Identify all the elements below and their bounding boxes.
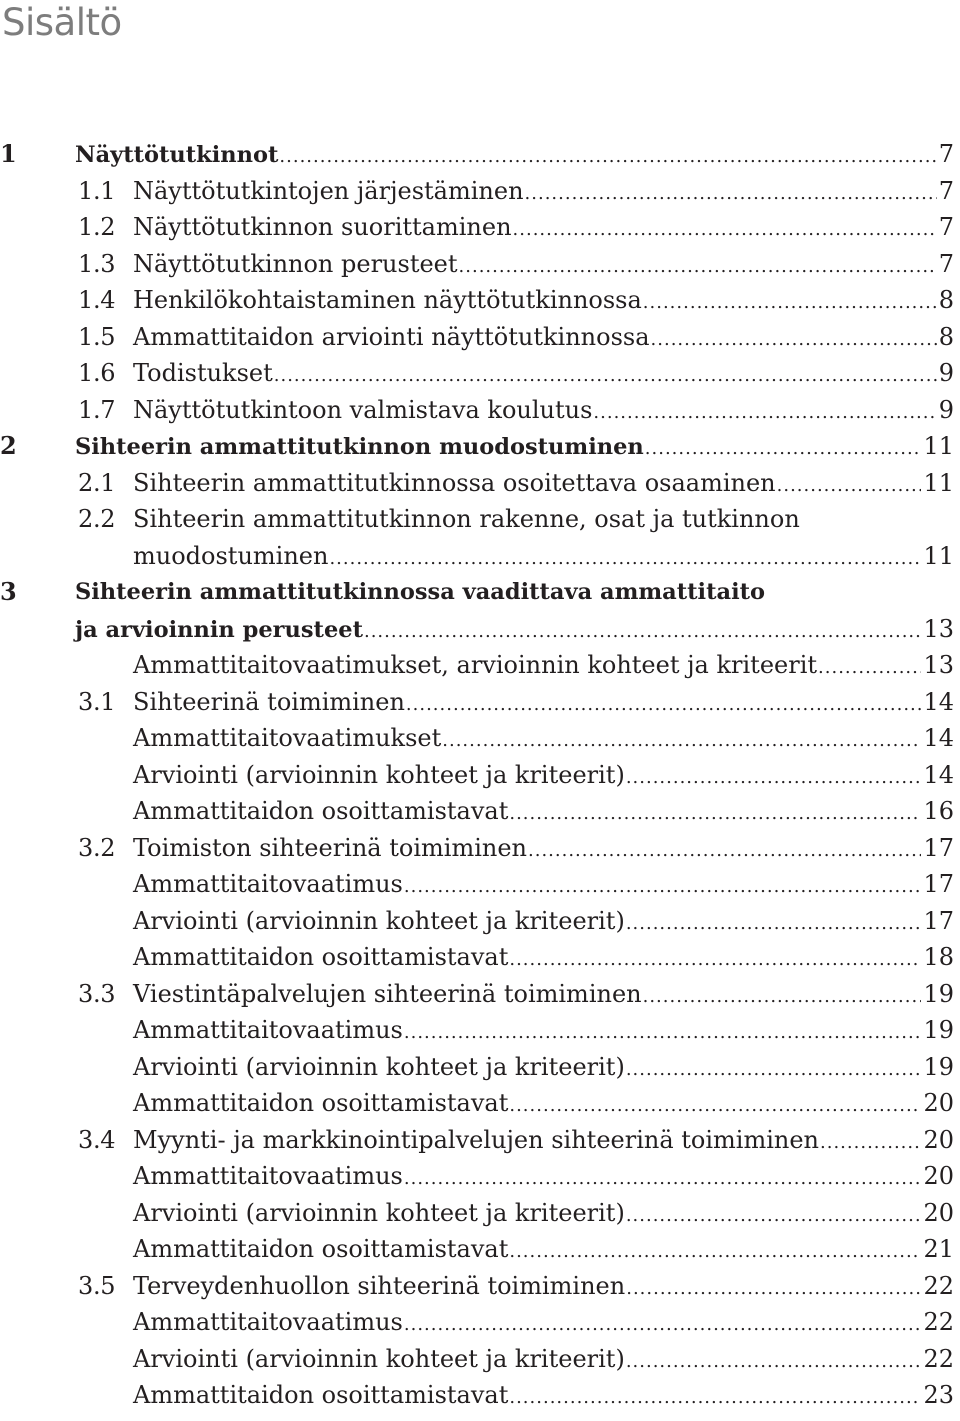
- toc-entry-line: [133, 830, 954, 870]
- table-of-contents: [0, 136, 960, 1414]
- toc-entry-page: 22: [923, 1308, 954, 1336]
- toc-entry[interactable]: [0, 1158, 960, 1195]
- toc-entry-number: 1.3: [78, 249, 116, 278]
- toc-entry-title: Arviointi (arvioinnin kohteet ja kriteerit): [133, 1052, 625, 1081]
- toc-dot-leader: [509, 1380, 921, 1417]
- toc-entry-title: Arviointi (arvioinnin kohteet ja kriteerit): [133, 1344, 625, 1373]
- toc-entry-title: Ammattitaitovaatimus: [133, 1162, 403, 1190]
- toc-entry-page: 20: [923, 1125, 954, 1154]
- toc-entry[interactable]: [0, 173, 960, 210]
- toc-entry-line: [133, 355, 954, 395]
- toc-entry-line: [75, 611, 954, 651]
- toc-entry-line: [133, 1012, 954, 1052]
- toc-entry-page: 20: [923, 1089, 954, 1117]
- toc-entry-page: 20: [923, 1198, 954, 1227]
- toc-entry-title: Ammattitaidon osoittamistavat: [133, 1381, 509, 1409]
- toc-entry[interactable]: [0, 684, 960, 721]
- toc-entry[interactable]: [0, 1341, 960, 1378]
- toc-entry-number: 1.2: [78, 213, 116, 241]
- toc-entry-line: [133, 976, 954, 1016]
- toc-entry-page: 11: [923, 541, 954, 570]
- toc-entry-page: 21: [923, 1235, 954, 1263]
- toc-entry-page: 23: [923, 1381, 954, 1409]
- toc-entry-number: 3.3: [78, 979, 116, 1008]
- toc-entry-line: [133, 647, 954, 687]
- toc-entry-number: 1.6: [78, 359, 116, 387]
- toc-entry-line: [133, 392, 954, 432]
- toc-entry-line: [133, 1122, 954, 1162]
- toc-entry-page: 17: [923, 906, 954, 935]
- toc-entry-line: [133, 282, 954, 322]
- toc-entry-title: muodostuminen: [133, 541, 329, 570]
- toc-dot-leader: [528, 833, 921, 870]
- toc-dot-leader: [626, 760, 922, 797]
- toc-entry-title: Toimiston sihteerinä toimiminen: [133, 833, 527, 862]
- toc-entry-number: 1.4: [78, 286, 116, 314]
- toc-dot-leader: [626, 906, 922, 943]
- toc-dot-leader: [279, 139, 936, 176]
- toc-dot-leader: [525, 176, 937, 213]
- toc-entry-number: 3.1: [78, 687, 116, 716]
- toc-dot-leader: [404, 869, 922, 906]
- toc-entry-title: Ammattitaitovaatimus: [133, 870, 403, 898]
- toc-entry-title: Näyttötutkinnon suorittaminen: [133, 213, 512, 241]
- toc-dot-leader: [626, 1198, 922, 1235]
- toc-entry[interactable]: [0, 465, 960, 502]
- toc-dot-leader: [777, 468, 922, 505]
- toc-entry-line: [133, 319, 954, 359]
- toc-entry[interactable]: [0, 501, 960, 538]
- toc-entry-title: Ammattitaidon osoittamistavat: [133, 943, 509, 971]
- toc-entry-page: 14: [923, 760, 954, 789]
- toc-dot-leader: [513, 212, 937, 249]
- toc-dot-leader: [818, 650, 921, 687]
- toc-entry-page: 7: [938, 249, 954, 278]
- toc-dot-leader: [364, 614, 921, 651]
- toc-entry-number: 3.2: [78, 833, 116, 862]
- toc-entry-number: 2: [0, 431, 17, 460]
- toc-dot-leader: [404, 1015, 922, 1052]
- toc-entry-title: Todistukset: [133, 359, 273, 387]
- toc-entry[interactable]: [0, 1231, 960, 1268]
- toc-entry[interactable]: [0, 319, 960, 356]
- toc-entry-line: [133, 1304, 954, 1344]
- toc-entry-number: 3.4: [78, 1125, 116, 1154]
- toc-dot-leader: [626, 1052, 922, 1089]
- toc-dot-leader: [820, 1125, 921, 1162]
- toc-dot-leader: [651, 322, 937, 359]
- toc-entry-line: [133, 246, 954, 286]
- toc-entry-page: 19: [923, 979, 954, 1008]
- toc-entry-number: 1: [0, 139, 17, 168]
- toc-entry-line: [133, 1341, 954, 1381]
- toc-entry-title: Arviointi (arvioinnin kohteet ja kriteerit): [133, 1198, 625, 1227]
- toc-entry-line: [133, 1377, 954, 1417]
- toc-dot-leader: [643, 285, 937, 322]
- toc-dot-leader: [645, 431, 922, 468]
- toc-entry-title: Ammattitaitovaatimus: [133, 1016, 403, 1044]
- toc-dot-leader: [404, 1161, 922, 1198]
- toc-entry-line: [133, 1195, 954, 1235]
- toc-entry[interactable]: [0, 757, 960, 794]
- toc-entry-number: 3: [0, 577, 17, 606]
- toc-entry-page: 7: [938, 176, 954, 205]
- toc-entry-title: Näyttötutkintoon valmistava koulutus: [133, 395, 593, 424]
- toc-entry-page: 11: [923, 432, 954, 460]
- toc-entry[interactable]: [0, 720, 960, 757]
- toc-entry[interactable]: [0, 1377, 960, 1414]
- toc-entry-number: 1.5: [78, 322, 116, 351]
- toc-entry-page: 13: [923, 614, 954, 643]
- toc-entry-title: Näyttötutkinnot: [75, 142, 279, 168]
- toc-entry-line: [75, 428, 954, 468]
- toc-entry-page: 14: [923, 687, 954, 716]
- toc-entry-page: 22: [923, 1271, 954, 1300]
- toc-entry-page: 17: [923, 870, 954, 898]
- toc-entry-page: 7: [938, 213, 954, 241]
- toc-entry[interactable]: [0, 647, 960, 684]
- toc-entry-page: 19: [923, 1052, 954, 1081]
- toc-dot-leader: [509, 796, 921, 833]
- toc-entry-line: [133, 757, 954, 797]
- toc-entry-title: Näyttötutkinnon perusteet: [133, 249, 458, 278]
- toc-entry-title: Arviointi (arvioinnin kohteet ja kriteerit): [133, 760, 625, 789]
- toc-entry-line: [133, 793, 954, 833]
- toc-entry[interactable]: [0, 830, 960, 867]
- toc-entry-title: Ammattitaidon osoittamistavat: [133, 797, 509, 825]
- toc-entry-number: 3.5: [78, 1271, 116, 1300]
- toc-entry-line: [75, 136, 954, 176]
- toc-entry[interactable]: [0, 866, 960, 903]
- toc-dot-leader: [459, 249, 937, 286]
- toc-entry-number: 2.1: [78, 468, 116, 497]
- toc-entry-line: [133, 1085, 954, 1125]
- toc-dot-leader: [643, 979, 922, 1016]
- toc-dot-leader: [442, 723, 921, 760]
- toc-entry-page: 17: [923, 833, 954, 862]
- toc-entry-title: Ammattitaitovaatimukset, arvioinnin kohteet ja kriteerit: [133, 651, 818, 679]
- toc-entry-title: Sihteerin ammattitutkinnon rakenne, osat ja tutkinnon: [133, 505, 800, 533]
- toc-entry[interactable]: [0, 1049, 960, 1086]
- toc-dot-leader: [406, 687, 922, 724]
- toc-entry-page: 22: [923, 1344, 954, 1373]
- toc-entry-title: Näyttötutkintojen järjestäminen: [133, 176, 524, 205]
- toc-entry-number: 1.1: [78, 176, 116, 205]
- toc-dot-leader: [509, 1234, 921, 1271]
- toc-dot-leader: [593, 395, 936, 432]
- toc-entry[interactable]: [0, 1268, 960, 1305]
- toc-entry[interactable]: [0, 428, 960, 465]
- toc-entry-page: 19: [923, 1016, 954, 1044]
- toc-entry-line: [133, 684, 954, 724]
- toc-entry-line: [133, 1268, 954, 1308]
- toc-entry-line: [133, 1049, 954, 1089]
- toc-entry-line: [133, 720, 954, 760]
- toc-entry-page: 16: [923, 797, 954, 825]
- toc-entry-line: [133, 1231, 954, 1271]
- toc-entry-number: 2.2: [78, 505, 116, 533]
- toc-entry-page: 9: [938, 395, 954, 424]
- toc-entry-title: Myynti- ja markkinointipalvelujen sihteerinä toimiminen: [133, 1125, 820, 1154]
- toc-entry-line: [133, 209, 954, 249]
- toc-entry-title: Sihteerin ammattitutkinnossa osoitettava osaaminen: [133, 468, 776, 497]
- toc-entry-title: Arviointi (arvioinnin kohteet ja kriteerit): [133, 906, 625, 935]
- toc-entry[interactable]: [0, 1122, 960, 1159]
- toc-entry[interactable]: [0, 392, 960, 429]
- toc-entry[interactable]: [0, 246, 960, 283]
- toc-entry-line: [133, 465, 954, 505]
- toc-entry[interactable]: [0, 903, 960, 940]
- toc-entry-page: 7: [938, 140, 954, 168]
- toc-entry-title: Henkilökohtaistaminen näyttötutkinnossa: [133, 286, 642, 314]
- toc-entry-title: Sihteerinä toimiminen: [133, 687, 405, 716]
- toc-entry[interactable]: [0, 574, 960, 611]
- toc-entry[interactable]: [0, 209, 960, 246]
- toc-entry-line: [133, 866, 954, 906]
- toc-entry[interactable]: [0, 1195, 960, 1232]
- toc-entry-page: 9: [938, 359, 954, 387]
- toc-dot-leader: [274, 358, 937, 395]
- toc-dot-leader: [626, 1271, 921, 1308]
- toc-entry-title: Sihteerin ammattitutkinnossa vaadittava ammattitaito: [75, 579, 766, 605]
- toc-entry-page: 14: [923, 724, 954, 752]
- toc-entry-line: [133, 903, 954, 943]
- toc-entry-title: Ammattitaitovaatimus: [133, 1308, 403, 1336]
- toc-entry-page: 18: [923, 943, 954, 971]
- toc-dot-leader: [404, 1307, 922, 1344]
- toc-entry-title: Viestintäpalvelujen sihteerinä toimiminen: [133, 979, 642, 1008]
- toc-dot-leader: [509, 1088, 921, 1125]
- toc-entry-page: 20: [923, 1162, 954, 1190]
- toc-entry-title: ja arvioinnin perusteet: [75, 616, 363, 643]
- toc-dot-leader: [329, 541, 921, 578]
- toc-entry-line: [133, 538, 954, 578]
- toc-entry-line: [133, 939, 954, 979]
- toc-entry-line: [133, 1158, 954, 1198]
- toc-entry-page: 8: [938, 322, 954, 351]
- toc-entry[interactable]: [0, 136, 960, 173]
- toc-entry[interactable]: [0, 976, 960, 1013]
- toc-entry[interactable]: [0, 939, 960, 976]
- toc-entry[interactable]: [0, 355, 960, 392]
- toc-entry-page: 8: [938, 286, 954, 314]
- toc-entry-title: Sihteerin ammattitutkinnon muodostuminen: [75, 434, 644, 460]
- toc-entry-title: Ammattitaidon osoittamistavat: [133, 1235, 509, 1263]
- toc-dot-leader: [509, 942, 921, 979]
- toc-entry[interactable]: [0, 282, 960, 319]
- toc-entry-line: [75, 574, 954, 611]
- toc-entry[interactable]: [0, 538, 960, 575]
- toc-entry-title: Ammattitaidon osoittamistavat: [133, 1089, 509, 1117]
- toc-entry-title: Ammattitaitovaatimukset: [133, 724, 442, 752]
- toc-dot-leader: [626, 1344, 922, 1381]
- toc-entry[interactable]: [0, 1304, 960, 1341]
- toc-entry[interactable]: [0, 611, 960, 648]
- toc-entry-number: 1.7: [78, 395, 116, 424]
- page-title: Sisältö: [2, 1, 122, 44]
- toc-entry[interactable]: [0, 1085, 960, 1122]
- toc-entry-title: Ammattitaidon arviointi näyttötutkinnossa: [133, 322, 650, 351]
- toc-entry[interactable]: [0, 793, 960, 830]
- toc-entry-page: 11: [923, 468, 954, 497]
- toc-entry-title: Terveydenhuollon sihteerinä toimiminen: [133, 1271, 626, 1300]
- toc-entry-line: [133, 173, 954, 213]
- toc-entry-line: [133, 501, 954, 538]
- toc-entry[interactable]: [0, 1012, 960, 1049]
- toc-entry-page: 13: [923, 651, 954, 679]
